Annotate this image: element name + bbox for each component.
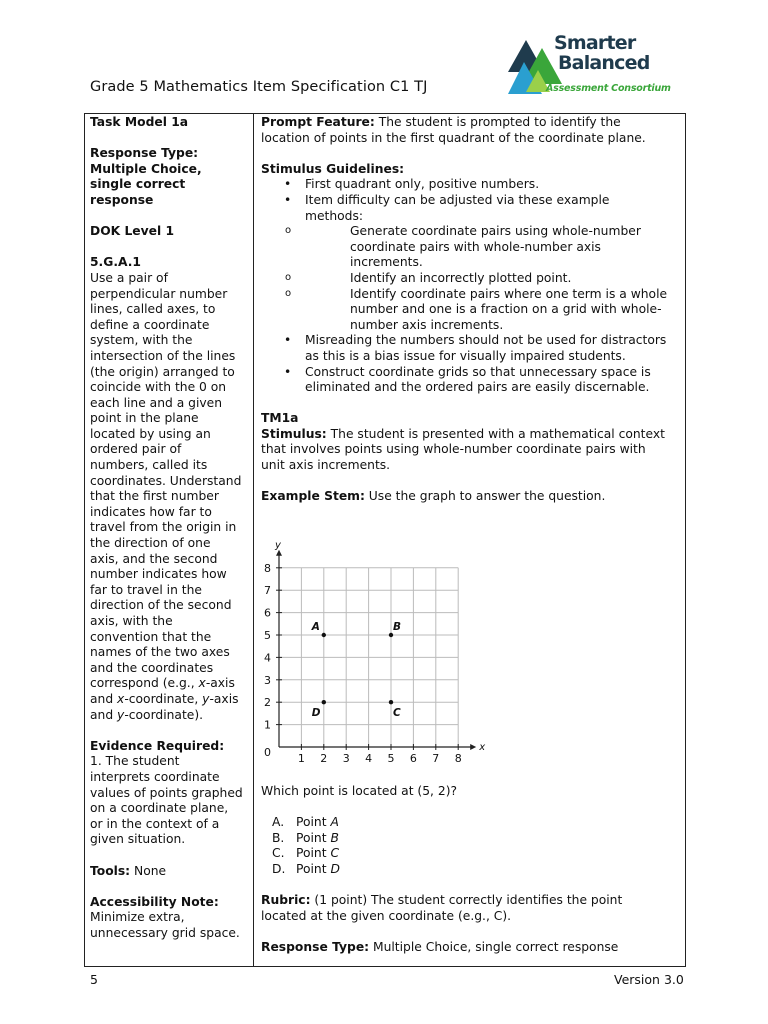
x-tick-label: 6	[409, 752, 417, 762]
standard-line: correspond (e.g., x-axis	[90, 676, 235, 691]
accessibility-note-line: unnecessary grid space.	[90, 925, 240, 940]
question-text: Which point is located at (5, 2)?	[261, 784, 458, 798]
x-tick-label: 3	[342, 752, 350, 762]
data-point	[322, 700, 326, 704]
standard-line: axis, with the	[90, 614, 173, 628]
coordinate-graph	[261, 522, 501, 762]
list-item: • Misreading the numbers should not be used for distractors as this is a bias issue for visually impaired students.	[261, 333, 681, 364]
logo-text-consortium: Assessment Consortium	[546, 83, 671, 94]
response-type-line: Multiple Choice,	[90, 161, 202, 176]
document-title: Grade 5 Mathematics Item Specification C1 TJ	[90, 79, 428, 95]
standard-code: 5.G.A.1	[90, 255, 141, 270]
x-axis-arrow-icon	[470, 744, 476, 750]
standard-line: Use a pair of	[90, 270, 168, 285]
standard-line: that the first number	[90, 489, 219, 504]
standard-line: located by using an	[90, 426, 211, 441]
y-tick-label: 5	[264, 629, 271, 642]
question-block	[261, 784, 681, 956]
evidence-required-label: Evidence Required:	[90, 738, 225, 753]
evidence-line: interprets coordinate	[90, 769, 220, 784]
y-tick-label: 6	[264, 606, 271, 620]
stimulus-line: unit axis increments.	[261, 458, 391, 473]
list-item: • First quadrant only, positive numbers.	[261, 177, 681, 193]
list-item: o Generate coordinate pairs using whole-number coordinate pairs with whole-number axis increments.	[261, 224, 681, 271]
standard-line: and x-coordinate, y-axis	[90, 691, 239, 706]
tools-line: Tools: None	[90, 863, 167, 878]
rubric-line: located at the given coordinate (e.g., C).	[261, 908, 512, 923]
evidence-line: values of points graphed	[90, 785, 243, 800]
y-tick-label: 3	[264, 673, 271, 687]
answer-choices	[261, 815, 681, 877]
standard-line: number indicates how	[90, 567, 227, 582]
stimulus-guidelines-label: Stimulus Guidelines:	[261, 161, 405, 176]
task-model-heading: Task Model 1a	[90, 115, 189, 129]
accessibility-note-line: Minimize extra,	[90, 910, 185, 925]
x-tick-label: 5	[387, 752, 395, 762]
column-divider	[253, 113, 254, 967]
smarter-balanced-logo	[508, 32, 683, 96]
data-point	[389, 700, 393, 704]
accessibility-note-text	[90, 910, 250, 941]
list-item: • Item difficulty can be adjusted via these example methods: o Generate coordinate pairs using whole-number coordinate pairs with whole-number axis increments. o Identify an incorrectly plotted point. o Identify coordinate pairs where one term is a whole number and one is a fraction on a grid with whole- number axis increments.	[261, 193, 681, 333]
standard-line: each line and a given	[90, 395, 223, 410]
x-axis-label: x	[479, 742, 486, 753]
dok-level: DOK Level 1	[90, 224, 175, 239]
left-column	[90, 115, 250, 941]
standard-line: numbers, called its	[90, 458, 208, 473]
standard-line: convention that the	[90, 629, 212, 644]
standard-line: define a coordinate	[90, 317, 210, 332]
response-type-label: Response Type:	[90, 146, 199, 161]
standard-line: system, with the	[90, 333, 193, 348]
guidelines-list	[261, 177, 681, 395]
y-tick-label: 2	[264, 696, 271, 710]
answer-choice: B. Point B	[272, 830, 339, 845]
stimulus-line: that involves points using whole-number coordinate pairs with	[261, 442, 646, 457]
rubric: Rubric: (1 point) The student correctly identifies the point	[261, 893, 623, 908]
standard-line: coordinates. Understand	[90, 473, 242, 488]
standard-line: axis, and the second	[90, 551, 218, 566]
page-number: 5	[90, 972, 98, 987]
standard-line: point in the plane	[90, 411, 199, 426]
standard-line: names of the two axes	[90, 645, 230, 660]
y-tick-label: 1	[264, 718, 271, 732]
answer-choice: D. Point D	[272, 861, 340, 876]
x-tick-label: 2	[320, 752, 328, 762]
sub-list	[261, 224, 681, 333]
standard-line: travel from the origin in	[90, 520, 237, 535]
standard-line: (the origin) arranged to	[90, 364, 235, 379]
x-tick-label: 8	[454, 752, 462, 762]
standard-line: ordered pair of	[90, 442, 182, 457]
standard-line: the direction of one	[90, 536, 211, 551]
point-label: C	[393, 707, 401, 720]
point-label: B	[393, 621, 402, 633]
standard-line: intersection of the lines	[90, 348, 236, 363]
data-point	[389, 633, 393, 637]
y-tick-label: 8	[264, 561, 271, 575]
standard-line: and y-coordinate).	[90, 707, 204, 722]
logo-text-smarter: Smarter	[554, 32, 636, 54]
logo-text-balanced: Balanced	[558, 52, 650, 74]
evidence-text	[90, 754, 250, 848]
x-tick-label: 1	[297, 752, 305, 762]
prompt-feature-line: location of points in the first quadrant of the coordinate plane.	[261, 130, 646, 145]
answer-choice: A. Point A	[272, 815, 339, 830]
list-item: • Construct coordinate grids so that unnecessary space is eliminated and the ordered pairs are easily discernable.	[261, 365, 681, 396]
stimulus: Stimulus: The student is presented with a mathematical context	[261, 426, 665, 441]
response-type-footer: Response Type: Multiple Choice, single correct response	[261, 939, 619, 954]
response-type-line: single correct	[90, 177, 186, 192]
right-column	[261, 115, 681, 505]
evidence-line: or in the context of a	[90, 816, 220, 831]
point-label: A	[311, 621, 320, 633]
standard-line: lines, called axes, to	[90, 302, 216, 317]
prompt-feature: Prompt Feature: The student is prompted to identify the	[261, 115, 621, 129]
evidence-line: on a coordinate plane,	[90, 801, 229, 816]
standard-line: perpendicular number	[90, 286, 228, 301]
list-item: o Identify coordinate pairs where one term is a whole number and one is a fraction on a grid with whole- number axis increments.	[261, 287, 681, 334]
standard-line: far to travel in the	[90, 582, 202, 597]
example-stem: Example Stem: Use the graph to answer the question.	[261, 489, 606, 504]
version-label: Version 3.0	[614, 972, 684, 987]
x-tick-label: 4	[365, 752, 373, 762]
accessibility-note-label: Accessibility Note:	[90, 894, 219, 909]
y-axis-label: y	[275, 539, 281, 551]
data-point	[322, 633, 326, 637]
y-tick-label: 4	[264, 651, 271, 665]
tm-label: TM1a	[261, 411, 299, 426]
standard-line: coincide with the 0 on	[90, 380, 227, 395]
origin-label: 0	[264, 746, 271, 759]
evidence-line: given situation.	[90, 832, 186, 847]
y-tick-label: 7	[264, 584, 271, 598]
standard-line: and the coordinates	[90, 660, 214, 675]
x-tick-label: 7	[432, 752, 440, 762]
point-label: D	[311, 707, 321, 720]
evidence-line: 1. The student	[90, 754, 180, 769]
standard-text	[90, 271, 250, 676]
list-item: o Identify an incorrectly plotted point.	[261, 271, 681, 287]
standard-line: direction of the second	[90, 598, 232, 613]
response-type-line: response	[90, 192, 154, 207]
answer-choice: C. Point C	[272, 846, 340, 861]
standard-line: indicates how far to	[90, 504, 212, 519]
